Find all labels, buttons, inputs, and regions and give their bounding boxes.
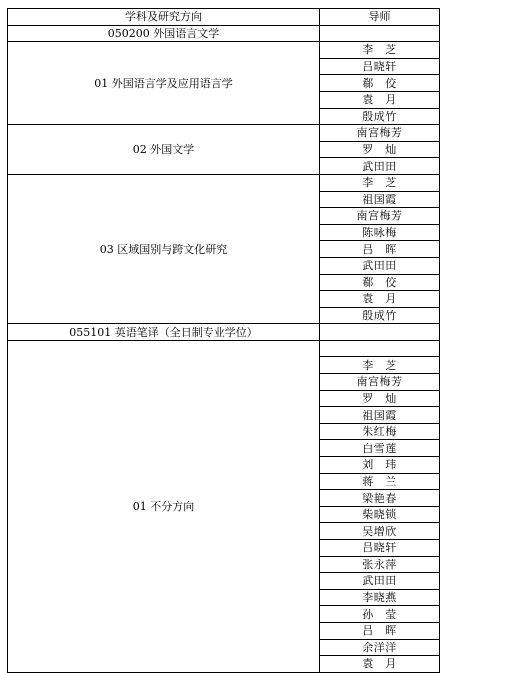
advisor-name: 梁艳春 <box>320 490 440 507</box>
advisor-name: 袁 月 <box>320 291 440 308</box>
section-title: 050200 外国语言文学 <box>8 25 320 42</box>
direction-name: 01 不分方向 <box>8 340 320 672</box>
advisor-name <box>320 340 440 357</box>
advisor-name: 吕 晖 <box>320 241 440 258</box>
header-advisor: 导师 <box>320 9 440 26</box>
advisor-name: 孙 莹 <box>320 606 440 623</box>
advisor-name: 祖国霞 <box>320 191 440 208</box>
advisor-row <box>8 42 440 59</box>
advisor-name: 南宫梅芳 <box>320 125 440 142</box>
advisor-name: 吕晓轩 <box>320 540 440 557</box>
section-row <box>8 324 440 341</box>
advisor-name: 陈咏梅 <box>320 224 440 241</box>
advisor-name: 李 芝 <box>320 174 440 191</box>
advisor-name: 李 芝 <box>320 357 440 374</box>
header-subject: 学科及研究方向 <box>8 9 320 26</box>
advisor-name: 武田田 <box>320 158 440 175</box>
advisor-table-body <box>8 9 440 673</box>
advisor-name: 罗 灿 <box>320 390 440 407</box>
advisor-name: 朱红梅 <box>320 423 440 440</box>
advisor-name: 袁 月 <box>320 656 440 673</box>
advisor-name: 郗 佼 <box>320 274 440 291</box>
direction-name: 03 区域国别与跨文化研究 <box>8 174 320 323</box>
advisor-name: 殷成竹 <box>320 108 440 125</box>
section-row <box>8 25 440 42</box>
header-row <box>8 9 440 26</box>
advisor-name: 吕 晖 <box>320 622 440 639</box>
section-title: 055101 英语笔译（全日制专业学位） <box>8 324 320 341</box>
advisor-name: 武田田 <box>320 573 440 590</box>
advisor-row <box>8 174 440 191</box>
advisor-table <box>7 8 440 673</box>
advisor-name: 袁 月 <box>320 91 440 108</box>
advisor-name: 祖国霞 <box>320 407 440 424</box>
advisor-name: 张永萍 <box>320 556 440 573</box>
advisor-name: 李 芝 <box>320 42 440 59</box>
advisor-name: 白雪莲 <box>320 440 440 457</box>
advisor-name: 吕晓轩 <box>320 58 440 75</box>
advisor-name: 李晓燕 <box>320 589 440 606</box>
section-advisor-cell <box>320 324 440 341</box>
advisor-row <box>8 340 440 357</box>
advisor-name: 郗 佼 <box>320 75 440 92</box>
advisor-name: 南宫梅芳 <box>320 208 440 225</box>
advisor-name: 余洋洋 <box>320 639 440 656</box>
advisor-name: 吴增欣 <box>320 523 440 540</box>
direction-name: 02 外国文学 <box>8 125 320 175</box>
advisor-row <box>8 125 440 142</box>
direction-name: 01 外国语言学及应用语言学 <box>8 42 320 125</box>
advisor-name: 刘 玮 <box>320 457 440 474</box>
advisor-name: 武田田 <box>320 257 440 274</box>
advisor-name: 殷成竹 <box>320 307 440 324</box>
section-advisor-cell <box>320 25 440 42</box>
advisor-name: 南宫梅芳 <box>320 374 440 391</box>
advisor-name: 罗 灿 <box>320 141 440 158</box>
advisor-name: 蒋 兰 <box>320 473 440 490</box>
advisor-name: 柴晓锁 <box>320 506 440 523</box>
